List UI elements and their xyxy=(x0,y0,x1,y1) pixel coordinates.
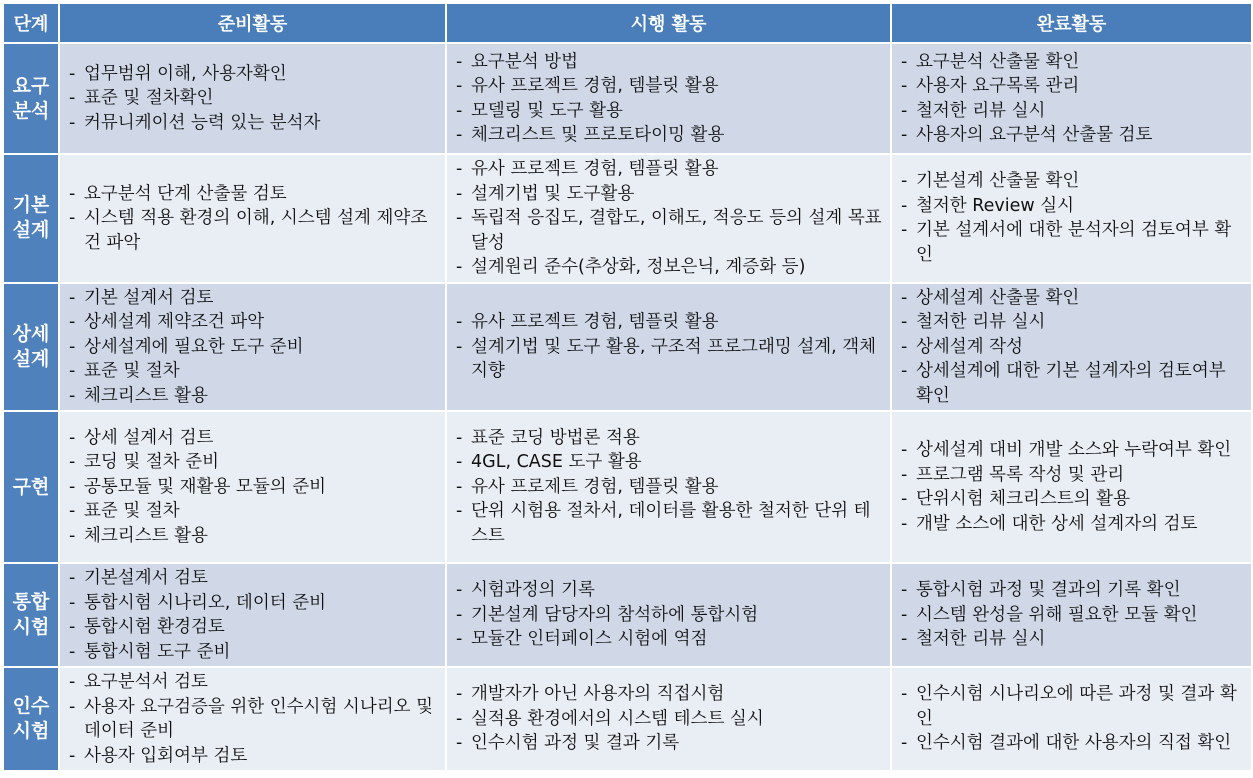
list-item: - 설계원리 준수(추상화, 정보은닉, 계증화 등) xyxy=(453,255,886,280)
list-item: - 철저한 리뷰 실시 xyxy=(898,99,1247,124)
stage-cell: 요구 분석 xyxy=(4,44,58,153)
list-item: - 상세설계에 대한 기본 설계자의 검토여부 확인 xyxy=(898,359,1247,408)
list-item: - 사용자 요구목록 관리 xyxy=(898,74,1247,99)
header-prep: 준비활동 xyxy=(60,4,445,42)
stage-cell: 통합 시험 xyxy=(4,564,58,666)
list-item: - 기본설계서 검토 xyxy=(66,566,441,591)
header-stage: 단계 xyxy=(4,4,58,42)
list-item: - 인수시험 시나리오에 따른 과정 및 결과 확인 xyxy=(898,682,1247,731)
list-item: - 통합시험 환경검토 xyxy=(66,615,441,640)
exec-cell xyxy=(447,564,890,666)
list-item: - 유사 프로젝트 경험, 템블릿 활용 xyxy=(453,74,886,99)
list-item: - 모델링 및 도구 활용 xyxy=(453,99,886,124)
list-item: - 인수시험 과정 및 결과 기록 xyxy=(453,731,886,756)
table-row xyxy=(4,412,1251,562)
exec-list xyxy=(453,578,886,652)
list-item: - 시스템 완성을 위해 필요한 모듈 확인 xyxy=(898,603,1247,628)
list-item: - 상세설계에 필요한 도구 준비 xyxy=(66,335,441,360)
stage-cell: 구현 xyxy=(4,412,58,562)
list-item: - 업무범위 이해, 사용자확인 xyxy=(66,62,441,87)
list-item: - 커뮤니케이션 능력 있는 분석자 xyxy=(66,111,441,136)
list-item: - 상세설계 대비 개발 소스와 누락여부 확인 xyxy=(898,438,1247,463)
table-row xyxy=(4,155,1251,282)
list-item: - 사용자 요구검증을 위한 인수시험 시나리오 및 데이터 준비 xyxy=(66,695,441,744)
list-item: - 사용자의 요구분석 산출물 검토 xyxy=(898,123,1247,148)
list-item: - 유사 프로제트 경험, 템플릿 활용 xyxy=(453,475,886,500)
prep-list xyxy=(66,182,441,256)
done-cell xyxy=(892,284,1251,411)
list-item: - 철저한 리뷰 실시 xyxy=(898,310,1247,335)
lifecycle-table xyxy=(2,2,1253,772)
list-item: - 상세설계 작성 xyxy=(898,335,1247,360)
list-item: - 유사 프로젝트 경험, 템플릿 활용 xyxy=(453,157,886,182)
exec-cell xyxy=(447,155,890,282)
header-done: 완료활동 xyxy=(892,4,1251,42)
list-item: - 개발 소스에 대한 상세 설계자의 검토 xyxy=(898,512,1247,537)
exec-cell xyxy=(447,44,890,153)
list-item: - 체크리스트 활용 xyxy=(66,384,441,409)
done-list xyxy=(898,438,1247,536)
exec-cell xyxy=(447,284,890,411)
list-item: - 요구분석서 검토 xyxy=(66,670,441,695)
done-list xyxy=(898,682,1247,756)
list-item: - 표준 코딩 방법론 적용 xyxy=(453,426,886,451)
table-body xyxy=(4,44,1251,770)
list-item: - 유사 프로젝트 경험, 템플릿 활용 xyxy=(453,310,886,335)
list-item: - 통합시험 도구 준비 xyxy=(66,640,441,665)
list-item: - 철저한 Review 실시 xyxy=(898,194,1247,219)
done-cell xyxy=(892,44,1251,153)
header-exec: 시행 활동 xyxy=(447,4,890,42)
list-item: - 시스템 적용 환경의 이해, 시스템 설계 제약조건 파악 xyxy=(66,206,441,255)
list-item: - 코딩 및 절차 준비 xyxy=(66,450,441,475)
prep-list xyxy=(66,670,441,768)
exec-list xyxy=(453,310,886,384)
list-item: - 설계기법 및 도구활용 xyxy=(453,182,886,207)
list-item: - 실적용 환경에서의 시스템 테스트 실시 xyxy=(453,707,886,732)
prep-cell xyxy=(60,44,445,153)
list-item: - 상세설계 산출물 확인 xyxy=(898,286,1247,311)
list-item: - 체크리스트 및 프로토타이밍 활용 xyxy=(453,123,886,148)
prep-cell xyxy=(60,284,445,411)
done-list xyxy=(898,578,1247,652)
done-cell xyxy=(892,564,1251,666)
prep-list xyxy=(66,426,441,549)
list-item: - 단위시험 체크리스트의 활용 xyxy=(898,487,1247,512)
list-item: - 기본 설계서에 대한 분석자의 검토여부 확인 xyxy=(898,218,1247,267)
prep-list xyxy=(66,566,441,664)
list-item: - 표준 및 절차 xyxy=(66,359,441,384)
list-item: - 기본설계 산출물 확인 xyxy=(898,169,1247,194)
list-item: - 4GL, CASE 도구 활용 xyxy=(453,450,886,475)
list-item: - 표준 및 절차확인 xyxy=(66,86,441,111)
prep-cell xyxy=(60,412,445,562)
stage-cell: 상세 설계 xyxy=(4,284,58,411)
exec-list xyxy=(453,426,886,549)
list-item: - 사용자 입회여부 검토 xyxy=(66,744,441,769)
list-item: - 기본설계 담당자의 참석하에 통합시험 xyxy=(453,603,886,628)
list-item: - 기본 설계서 검토 xyxy=(66,286,441,311)
list-item: - 체크리스트 활용 xyxy=(66,524,441,549)
prep-cell xyxy=(60,668,445,770)
exec-list xyxy=(453,157,886,280)
list-item: - 단위 시험용 절차서, 데이터를 활용한 철저한 단위 테스트 xyxy=(453,499,886,548)
list-item: - 요구분석 단계 산출물 검토 xyxy=(66,182,441,207)
table-row xyxy=(4,564,1251,666)
done-cell xyxy=(892,668,1251,770)
done-list xyxy=(898,169,1247,267)
stage-cell: 인수 시험 xyxy=(4,668,58,770)
list-item: - 설계기법 및 도구 활용, 구조적 프로그래밍 설계, 객체지향 xyxy=(453,335,886,384)
list-item: - 표준 및 절차 xyxy=(66,499,441,524)
list-item: - 상세 설계서 검트 xyxy=(66,426,441,451)
stage-cell: 기본 설계 xyxy=(4,155,58,282)
header-row xyxy=(4,4,1251,42)
list-item: - 인수시험 결과에 대한 사용자의 직접 확인 xyxy=(898,731,1247,756)
table-row xyxy=(4,668,1251,770)
list-item: - 공통모듈 및 재활용 모듈의 준비 xyxy=(66,475,441,500)
table-row xyxy=(4,44,1251,153)
list-item: - 통합시험 시나리오, 데이터 준비 xyxy=(66,591,441,616)
list-item: - 프로그램 목록 작성 및 관리 xyxy=(898,463,1247,488)
prep-list xyxy=(66,286,441,409)
list-item: - 시험과정의 기록 xyxy=(453,578,886,603)
done-list xyxy=(898,50,1247,148)
done-list xyxy=(898,286,1247,409)
list-item: - 모듈간 인터페이스 시험에 역점 xyxy=(453,627,886,652)
list-item: - 통합시험 과정 및 결과의 기록 확인 xyxy=(898,578,1247,603)
table-row xyxy=(4,284,1251,411)
list-item: - 요구분석 산출물 확인 xyxy=(898,50,1247,75)
list-item: - 철저한 리뷰 실시 xyxy=(898,627,1247,652)
list-item: - 독립적 응집도, 결합도, 이해도, 적응도 등의 설계 목표 달성 xyxy=(453,206,886,255)
exec-cell xyxy=(447,668,890,770)
exec-list xyxy=(453,682,886,756)
list-item: - 개발자가 아닌 사용자의 직접시험 xyxy=(453,682,886,707)
exec-list xyxy=(453,50,886,148)
prep-cell xyxy=(60,155,445,282)
done-cell xyxy=(892,155,1251,282)
exec-cell xyxy=(447,412,890,562)
list-item: - 요구분석 방법 xyxy=(453,50,886,75)
prep-cell xyxy=(60,564,445,666)
prep-list xyxy=(66,62,441,136)
done-cell xyxy=(892,412,1251,562)
list-item: - 상세설계 제약조건 파악 xyxy=(66,310,441,335)
